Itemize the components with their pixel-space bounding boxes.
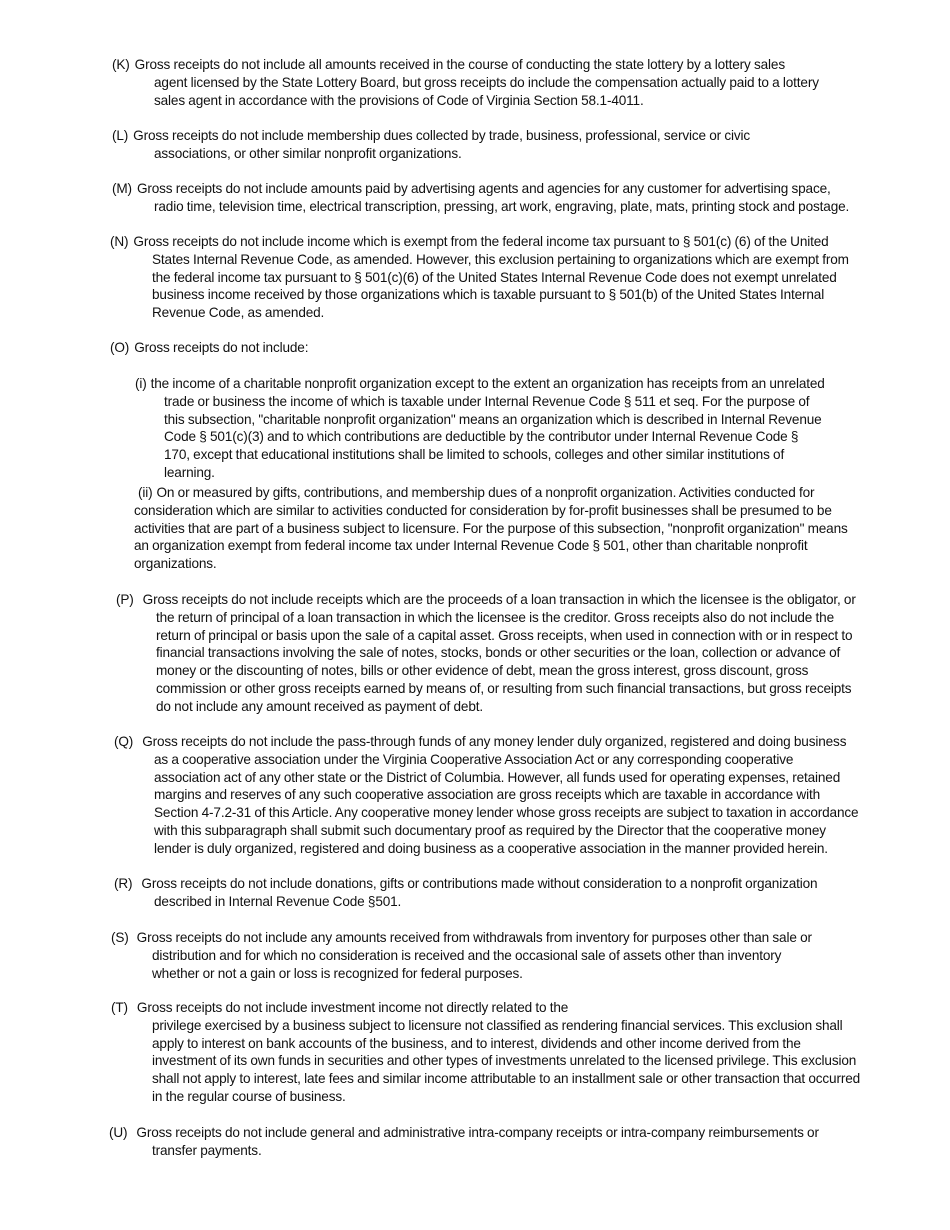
paragraph-text: return of principal or basis upon the sale of a capital asset. Gross receipts, when used in connection with or in respect to — [156, 627, 853, 643]
paragraph-text: association act of any other state or the District of Columbia. However, all funds used for operating expenses, retained — [154, 769, 841, 785]
paragraph-text: whether or not a gain or loss is recognized for federal purposes. — [152, 965, 523, 981]
paragraph-text: learning. — [164, 464, 215, 480]
paragraph-q — [114, 733, 858, 858]
paragraph-label: (Q) — [114, 734, 134, 749]
paragraph-label: (L) — [112, 128, 129, 143]
paragraph-text: Gross receipts do not include: — [134, 340, 309, 355]
paragraph-text: transfer payments. — [152, 1142, 262, 1158]
paragraph-text: as a cooperative association under the Virginia Cooperative Association Act or any corresponding cooperative — [154, 751, 794, 767]
paragraph-text: Gross receipts do not include general and administrative intra-company receipts or intra-company reimbursements or — [136, 1125, 819, 1140]
paragraph-text: shall not apply to interest, late fees and similar income attributable to an installment sale or other transaction that occurred — [152, 1071, 861, 1087]
paragraph-text: Section 4-7.2-31 of this Article. Any cooperative money lender whose gross receipts are subject to taxation in accordance — [154, 805, 859, 821]
paragraph-text: organizations. — [134, 556, 217, 572]
paragraph-text: do not include any amount received as payment of debt. — [156, 698, 483, 714]
paragraph-m — [112, 180, 849, 216]
paragraph-s — [111, 929, 812, 982]
paragraph-text: described in Internal Revenue Code §501. — [154, 893, 402, 909]
paragraph-text: consideration which are similar to activities conducted for consideration by for-profit businesses shall be presumed to be — [134, 502, 832, 518]
paragraph-text: radio time, television time, electrical transcription, pressing, art work, engraving, plate, mats, printing stock and postage. — [154, 198, 850, 214]
paragraph-text: Gross receipts do not include donations, gifts or contributions made without consideration to a nonprofit organization — [141, 876, 818, 891]
paragraph-label: (K) — [112, 57, 130, 72]
paragraph-text: margins and reserves of any such cooperative association are gross receipts which are taxable in accordance with — [154, 787, 820, 803]
paragraph-label: (S) — [111, 930, 129, 945]
paragraph-label: (R) — [114, 876, 133, 891]
paragraph-text: with this subparagraph shall submit such documentary proof as required by the Director that the cooperative money — [154, 822, 826, 838]
paragraph-label: (i) — [135, 376, 147, 391]
paragraph-p — [116, 591, 856, 716]
paragraph-text: financial transactions involving the sale of notes, stocks, bonds or other securities or the loan, collection or advance of — [156, 645, 841, 661]
paragraph-text: apply to interest on bank accounts of the business, and to interest, dividends and other income derived from the — [152, 1035, 801, 1051]
paragraph-text: privilege exercised by a business subject to licensure not classified as rendering financial services. This exclusion shall — [152, 1017, 843, 1033]
paragraph-label: (ii) — [138, 485, 153, 500]
paragraph-o — [110, 339, 308, 357]
paragraph-text: the federal income tax pursuant to § 501(c)(6) of the United States Internal Revenue Code does not exempt unrelated — [152, 269, 837, 285]
paragraph-text: activities that are part of a business subject to licensure. For the purpose of this subsection, "nonprofit organization" means — [134, 520, 848, 536]
paragraph-t — [111, 999, 860, 1106]
paragraph-text: Gross receipts do not include investment income not directly related to the — [136, 1000, 569, 1015]
paragraph-text: States Internal Revenue Code, as amended. However, this exclusion pertaining to organizations which are exempt from — [152, 251, 849, 267]
paragraph-text: the return of principal of a loan transaction in which the licensee is the creditor. Gross receipts also do not include the — [156, 609, 834, 625]
paragraph-text: an organization exempt from federal income tax under Internal Revenue Code § 501, other than charitable nonprofit — [134, 538, 808, 554]
paragraph-text: Gross receipts do not include all amounts received in the course of conducting the state lottery by a lottery sales — [134, 57, 785, 72]
paragraph-text: money or the discounting of notes, bills or other evidence of debt, mean the gross interest, gross discount, gross — [156, 663, 809, 679]
paragraph-text: sales agent in accordance with the provisions of Code of Virginia Section 58.1-4011. — [154, 92, 644, 108]
paragraph-u — [109, 1124, 819, 1160]
paragraph-text: Gross receipts do not include any amounts received from withdrawals from inventory for purposes other than sale or — [136, 930, 812, 945]
paragraph-text: the income of a charitable nonprofit organization except to the extent an organization has receipts from an unrelated — [150, 376, 825, 391]
paragraph-label: (M) — [112, 181, 132, 196]
subparagraph-ii — [134, 484, 848, 573]
paragraph-text: Code § 501(c)(3) and to which contributions are deductible by the contributor under Internal Revenue Code § — [164, 429, 799, 445]
paragraph-text: in the regular course of business. — [152, 1088, 346, 1104]
paragraph-text: business income received by those organizations which is taxable pursuant to § 501(b) of the United States Internal — [152, 287, 825, 303]
paragraph-text: this subsection, "charitable nonprofit organization" means an organization which is described in Internal Revenue — [164, 411, 822, 427]
paragraph-text: agent licensed by the State Lottery Board, but gross receipts do include the compensation actually paid to a lottery — [154, 74, 819, 90]
subparagraph-i — [135, 375, 825, 482]
paragraph-text: Revenue Code, as amended. — [152, 305, 325, 321]
paragraph-text: On or measured by gifts, contributions, and membership dues of a nonprofit organization. Activities conducted for — [156, 485, 815, 500]
paragraph-text: distribution and for which no consideration is received and the occasional sale of assets other than inventory — [152, 947, 782, 963]
paragraph-l — [112, 127, 750, 163]
paragraph-text: associations, or other similar nonprofit organizations. — [154, 145, 462, 161]
paragraph-text: 170, except that educational institutions shall be limited to schools, colleges and other similar institutions of — [164, 447, 785, 463]
paragraph-text: Gross receipts do not include income which is exempt from the federal income tax pursuant to § 501(c) (6) of the United — [133, 234, 829, 249]
paragraph-text: trade or business the income of which is taxable under Internal Revenue Code § 511 et seq. For the purpose of — [164, 393, 810, 409]
paragraph-text: Gross receipts do not include amounts paid by advertising agents and agencies for any customer for advertising space, — [136, 181, 831, 196]
paragraph-label: (N) — [110, 234, 129, 249]
paragraph-r — [114, 875, 817, 911]
paragraph-label: (T) — [111, 1000, 128, 1015]
paragraph-n — [110, 233, 849, 322]
paragraph-text: Gross receipts do not include membership dues collected by trade, business, professional, service or civic — [133, 128, 751, 143]
paragraph-text: investment of its own funds in securities and other types of investments unrelated to the licensed privilege. This exclusion — [152, 1053, 857, 1069]
paragraph-k — [112, 56, 819, 109]
paragraph-label: (O) — [110, 340, 130, 355]
paragraph-text: Gross receipts do not include receipts which are the proceeds of a loan transaction in which the licensee is the obligator, or — [142, 592, 856, 607]
paragraph-text: commission or other gross receipts earned by means of, or resulting from such financial transactions, but gross receipts — [156, 680, 852, 696]
paragraph-text: lender is duly organized, registered and doing business as a cooperative association in the manner provided herein. — [154, 840, 828, 856]
paragraph-label: (P) — [116, 592, 134, 607]
paragraph-label: (U) — [109, 1125, 128, 1140]
paragraph-text: Gross receipts do not include the pass-through funds of any money lender duly organized, registered and doing business — [142, 734, 847, 749]
